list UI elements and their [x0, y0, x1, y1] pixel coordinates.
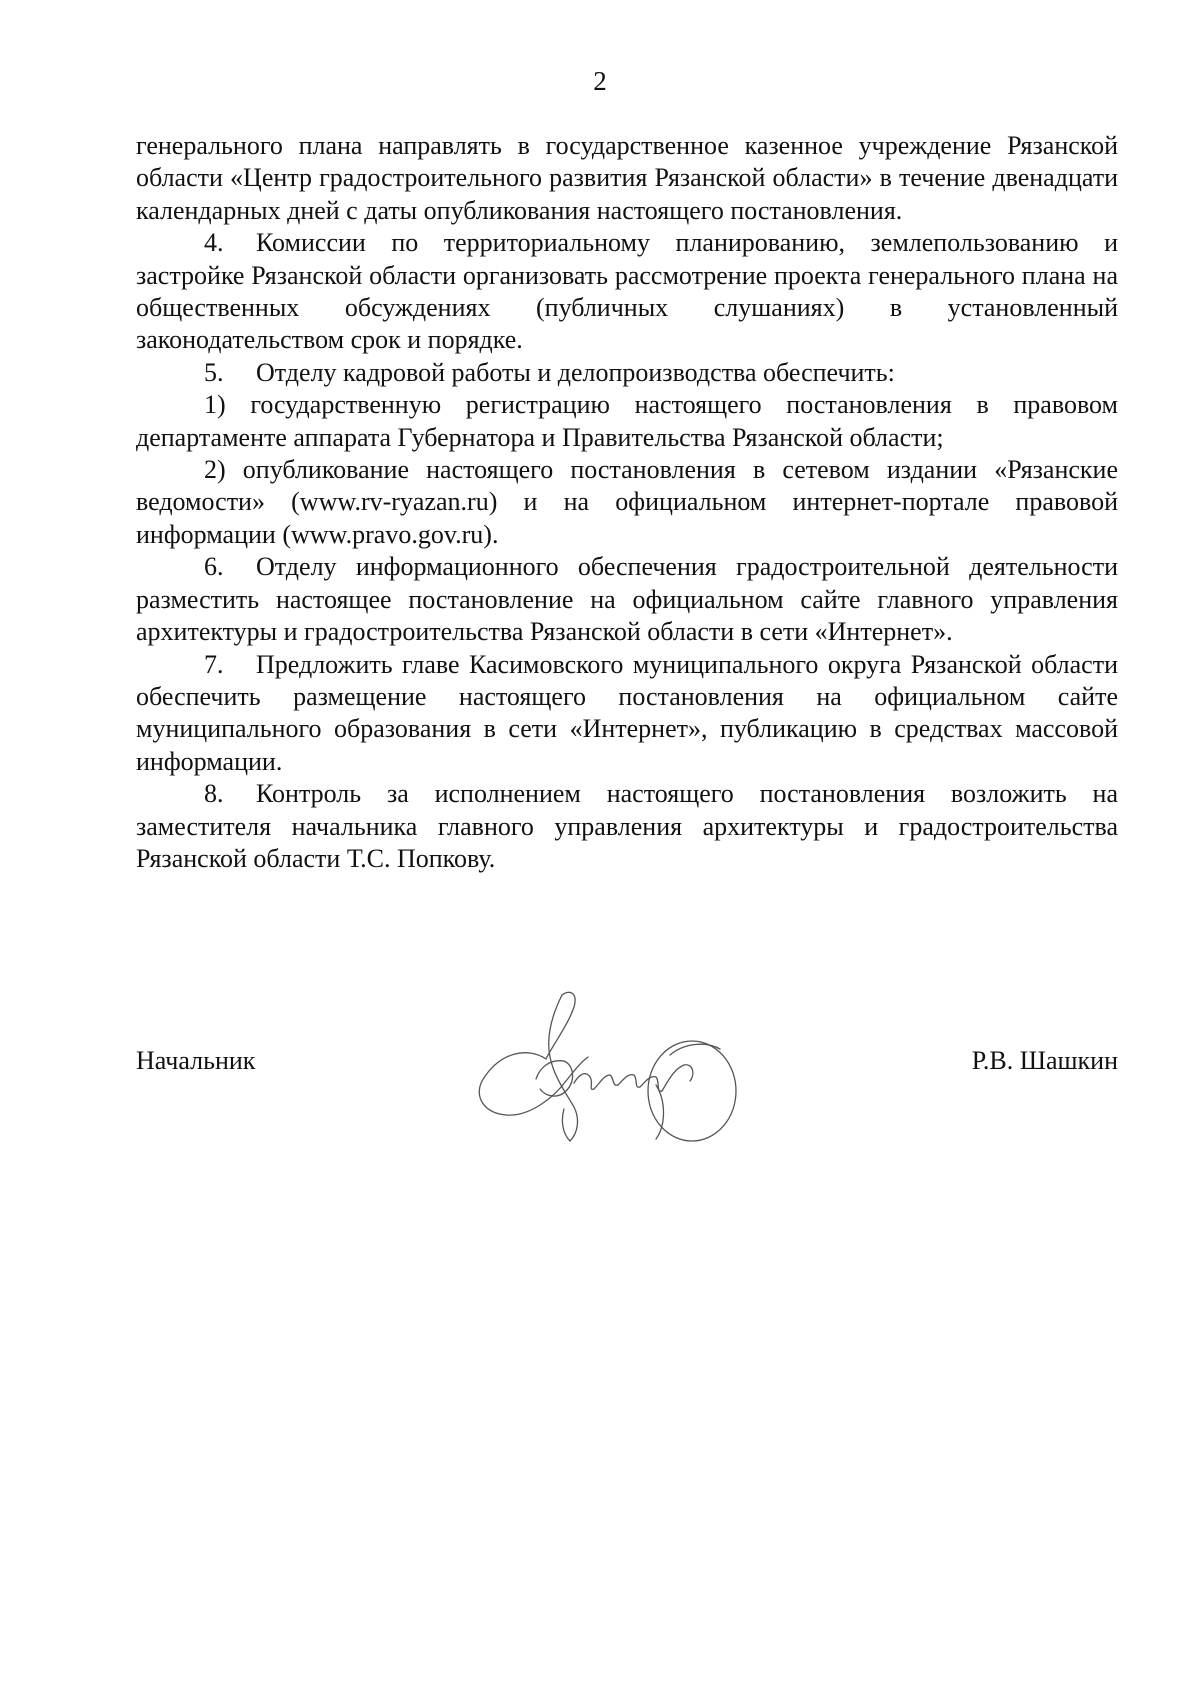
signatory-position: Начальник — [136, 1046, 256, 1075]
signatory-name: Р.В. Шашкин — [971, 1046, 1118, 1075]
paragraph-item-6 — [136, 551, 1118, 648]
item-number: 6. — [204, 552, 224, 582]
paragraph-item-7 — [136, 649, 1118, 779]
item-number: 4. — [204, 228, 224, 258]
item-number: 7. — [204, 649, 224, 679]
document-body — [136, 130, 1118, 875]
page-number: 2 — [593, 66, 607, 96]
item-number: 8. — [204, 779, 224, 809]
signature-block — [136, 1045, 1118, 1085]
item-text: Контроль за исполнением настоящего постановления возложить на заместителя начальника главного управления архитектуры и градостроительства Рязанской области Т.С. Попкову. — [136, 779, 1118, 873]
paragraph-subitem-5-2: 2) опубликование настоящего постановления в сетевом издании «Рязанские ведомости» (www.rv-ryazan.ru) и на официальном интернет-портале правовой информации (www.pravo.gov.ru). — [136, 455, 1118, 549]
item-number: 5. — [204, 357, 224, 387]
paragraph-continuation: генерального плана направлять в государственное казенное учреждение Рязанской области «Центр градостроительного развития Рязанской области» в течение двенадцати календарных дней с даты опубликования настоящего постановления. — [136, 131, 1118, 225]
item-text: Отделу информационного обеспечения градостроительной деятельности разместить настоящее постановление на официальном сайте главного управления архитектуры и градостроительства Рязанской области в сети «Интернет». — [136, 552, 1118, 647]
paragraph-subitem-5-1: 1) государственную регистрацию настоящего постановления в правовом департаменте аппарата Губернатора и Правительства Рязанской области; — [136, 390, 1118, 452]
paragraph-item-8 — [136, 778, 1118, 875]
item-text: Предложить главе Касимовского муниципального округа Рязанской области обеспечить размещение настоящего постановления на официальном сайте муниципального образования в сети «Интернет», публикацию в средствах массовой информации. — [136, 649, 1118, 776]
paragraph-item-5 — [136, 357, 1118, 389]
item-text: Комиссии по территориальному планированию, землепользованию и застройке Рязанской области организовать рассмотрение проекта генерального плана на общественных обсуждениях (публичных слушаниях) в установленный законодательством срок и порядке. — [136, 228, 1118, 355]
item-text: Отделу кадровой работы и делопроизводства обеспечить: — [256, 357, 895, 387]
paragraph-item-4 — [136, 227, 1118, 357]
